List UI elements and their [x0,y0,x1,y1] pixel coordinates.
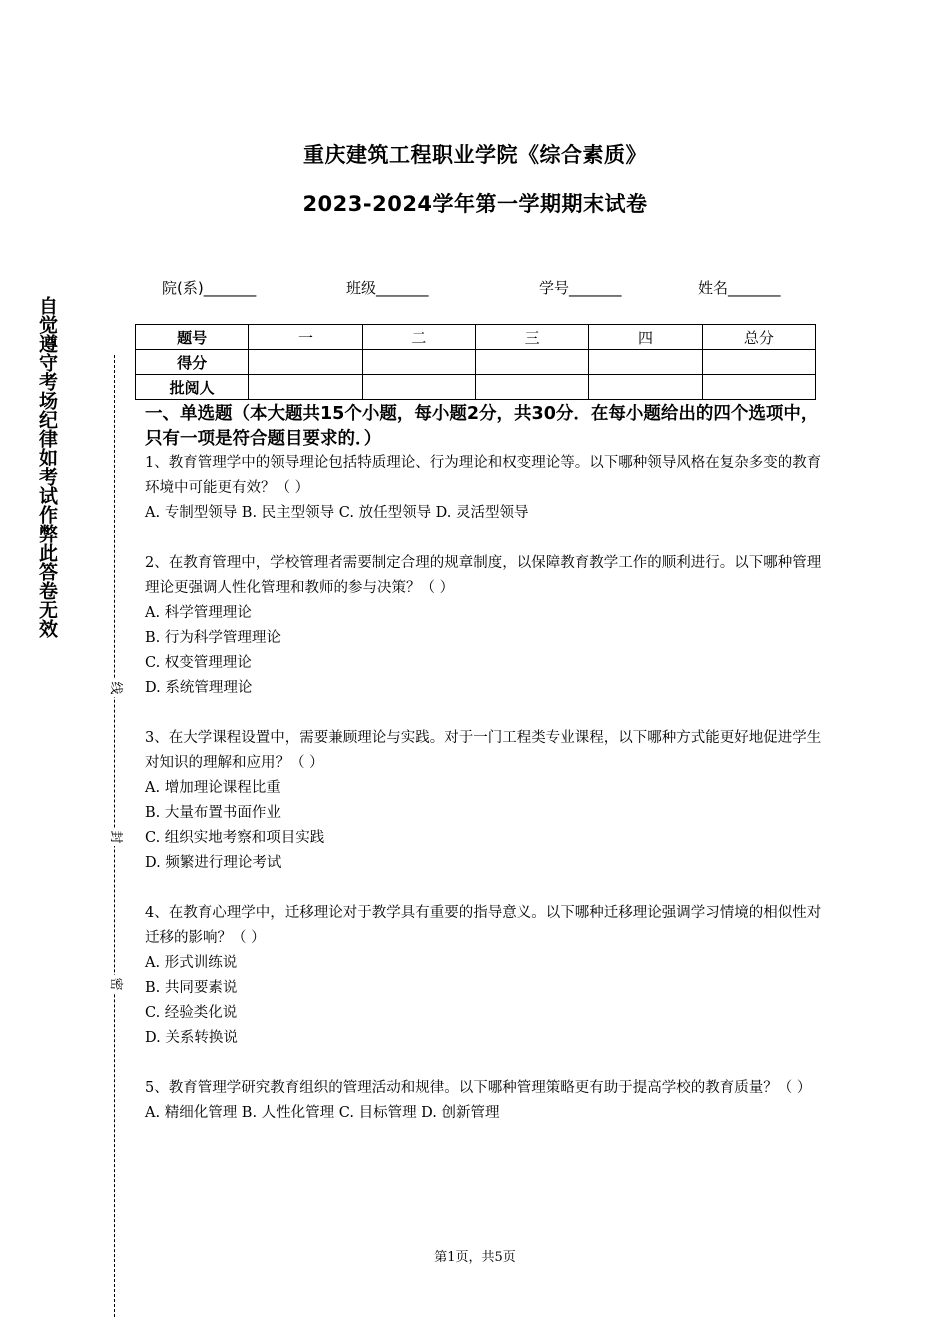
question-stem: 5、教育管理学研究教育组织的管理活动和规律。以下哪种管理策略更有助于提高学校的教育质量？（ ） [145,1080,812,1096]
score-table-cell: 四 [589,325,702,350]
student-id-field: 学号_______ [539,279,622,297]
grader-cell [475,375,588,400]
question-item [145,451,825,526]
score-table-cell: 一 [249,325,362,350]
question-option: A. 增加理论课程比重 [145,780,281,796]
question-option: C. 组织实地考察和项目实践 [145,830,325,846]
grader-cell [249,375,362,400]
name-field: 姓名_______ [698,279,781,297]
score-table-cell: 总分 [702,325,815,350]
question-option: C. 经验类化说 [145,1005,238,1021]
student-info-row [0,277,950,299]
score-row [136,350,816,375]
question-list [145,451,825,1151]
exam-title-line2: 2023-2024学年第一学期期末试卷 [302,192,648,216]
score-table [135,324,816,400]
question-item [145,551,825,701]
question-option: B. 大量布置书面作业 [145,805,281,821]
question-stem: 1、教育管理学中的领导理论包括特质理论、行为理论和权变理论等。以下哪种领导风格在复杂多变的教育环境中可能更有效？（ ） [145,455,822,496]
section-heading: 一、单选题（本大题共15个小题，每小题2分，共30分．在每小题给出的四个选项中，只有一项是符合题目要求的．） [145,404,819,449]
binding-marker-seal: 封 [104,828,126,846]
question-item [145,1076,825,1126]
grader-cell [702,375,815,400]
score-table-cell: 二 [362,325,475,350]
question-item [145,901,825,1051]
question-item [145,726,825,876]
exam-title-line1: 重庆建筑工程职业学院《综合素质》 [303,143,647,167]
page-number: 第1页，共5页 [434,1250,516,1265]
score-table-cell: 三 [475,325,588,350]
question-option: D. 关系转换说 [145,1030,238,1046]
question-option: D. 频繁进行理论考试 [145,855,282,871]
binding-marker-line: 线 [104,679,126,697]
question-option: A. 科学管理理论 [145,605,252,621]
question-options: A. 专制型领导 B. 民主型领导 C. 放任型领导 D. 灵活型领导 [145,505,529,521]
score-cell [249,350,362,375]
class-field: 班级_______ [346,279,429,297]
dept-field: 院(系)_______ [162,279,257,297]
score-cell [475,350,588,375]
score-row-label: 得分 [136,350,249,375]
score-cell [702,350,815,375]
question-option: B. 行为科学管理理论 [145,630,281,646]
binding-marker-secret: 密 [104,975,126,993]
grader-row [136,375,816,400]
question-options: A. 精细化管理 B. 人性化管理 C. 目标管理 D. 创新管理 [145,1105,500,1121]
score-cell [362,350,475,375]
question-stem: 2、在教育管理中，学校管理者需要制定合理的规章制度，以保障教育教学工作的顺利进行。以下哪种管理理论更强调人性化管理和教师的参与决策？（ ） [145,555,822,596]
score-table-header-row [136,325,816,350]
question-option: A. 形式训练说 [145,955,238,971]
question-option: C. 权变管理理论 [145,655,252,671]
grader-cell [589,375,702,400]
grader-row-label: 批阅人 [136,375,249,400]
exam-discipline-notice: 自觉遵守考场纪律如考试作弊此答卷无效 [36,296,58,638]
score-table-cell: 题号 [136,325,249,350]
question-stem: 3、在大学课程设置中，需要兼顾理论与实践。对于一门工程类专业课程，以下哪种方式能更好地促进学生对知识的理解和应用？（ ） [145,730,822,771]
question-option: D. 系统管理理论 [145,680,253,696]
grader-cell [362,375,475,400]
question-stem: 4、在教育心理学中，迁移理论对于教学具有重要的指导意义。以下哪种迁移理论强调学习情境的相似性对迁移的影响？（ ） [145,905,822,946]
score-cell [589,350,702,375]
question-option: B. 共同要素说 [145,980,238,996]
